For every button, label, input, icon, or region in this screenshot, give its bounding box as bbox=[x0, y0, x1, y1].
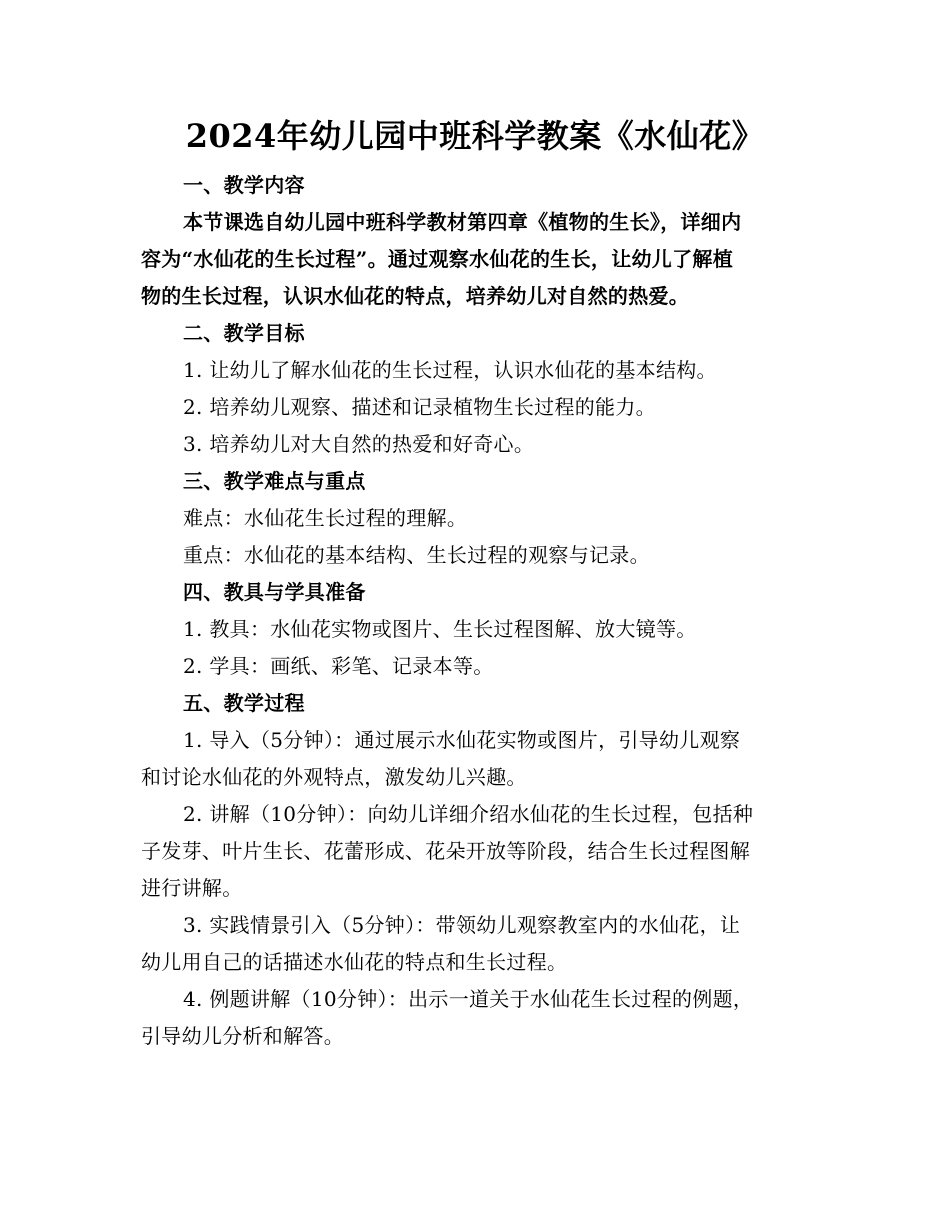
process-step-line: 3. 实践情景引入（5分钟）：带领幼儿观察教室内的水仙花，让 bbox=[183, 913, 741, 937]
objective-item: 2. 培养幼儿观察、描述和记录植物生长过程的能力。 bbox=[183, 395, 656, 419]
content-paragraph-line: 本节课选自幼儿园中班科学教材第四章《植物的生长》，详细内 bbox=[183, 210, 742, 234]
process-step-line: 子发芽、叶片生长、花蕾形成、花朵开放等阶段，结合生长过程图解 bbox=[141, 839, 750, 863]
process-step-line: 和讨论水仙花的外观特点，激发幼儿兴趣。 bbox=[141, 765, 527, 789]
document-title: 2024年幼儿园中班科学教案《水仙花》 bbox=[185, 117, 765, 155]
section-heading-objectives: 二、教学目标 bbox=[183, 321, 305, 345]
objective-item: 3. 培养幼儿对大自然的热爱和好奇心。 bbox=[183, 432, 535, 456]
section-heading-content: 一、教学内容 bbox=[183, 173, 305, 197]
process-step-line: 1. 导入（5分钟）：通过展示水仙花实物或图片，引导幼儿观察 bbox=[183, 728, 741, 752]
section-heading-materials: 四、教具与学具准备 bbox=[183, 580, 366, 604]
materials-item: 2. 学具：画纸、彩笔、记录本等。 bbox=[183, 654, 494, 678]
process-step-line: 进行讲解。 bbox=[141, 876, 243, 900]
process-step-line: 幼儿用自己的话描述水仙花的特点和生长过程。 bbox=[141, 950, 568, 974]
process-step-line: 4. 例题讲解（10分钟）：出示一道关于水仙花生长过程的例题， bbox=[183, 987, 754, 1011]
content-paragraph-line: 容为“水仙花的生长过程”。通过观察水仙花的生长，让幼儿了解植 bbox=[141, 247, 734, 271]
process-step-line: 2. 讲解（10分钟）：向幼儿详细介绍水仙花的生长过程，包括种 bbox=[183, 802, 754, 826]
section-heading-process: 五、教学过程 bbox=[183, 691, 305, 715]
difficulty-text: 难点：水仙花生长过程的理解。 bbox=[183, 506, 468, 530]
key-point-text: 重点：水仙花的基本结构、生长过程的观察与记录。 bbox=[183, 543, 650, 567]
section-heading-difficulty: 三、教学难点与重点 bbox=[183, 469, 366, 493]
materials-item: 1. 教具：水仙花实物或图片、生长过程图解、放大镜等。 bbox=[183, 617, 697, 641]
objective-item: 1. 让幼儿了解水仙花的生长过程，认识水仙花的基本结构。 bbox=[183, 358, 717, 382]
process-step-line: 引导幼儿分析和解答。 bbox=[141, 1024, 344, 1048]
content-paragraph-line: 物的生长过程，认识水仙花的特点，培养幼儿对自然的热爱。 bbox=[141, 284, 690, 308]
